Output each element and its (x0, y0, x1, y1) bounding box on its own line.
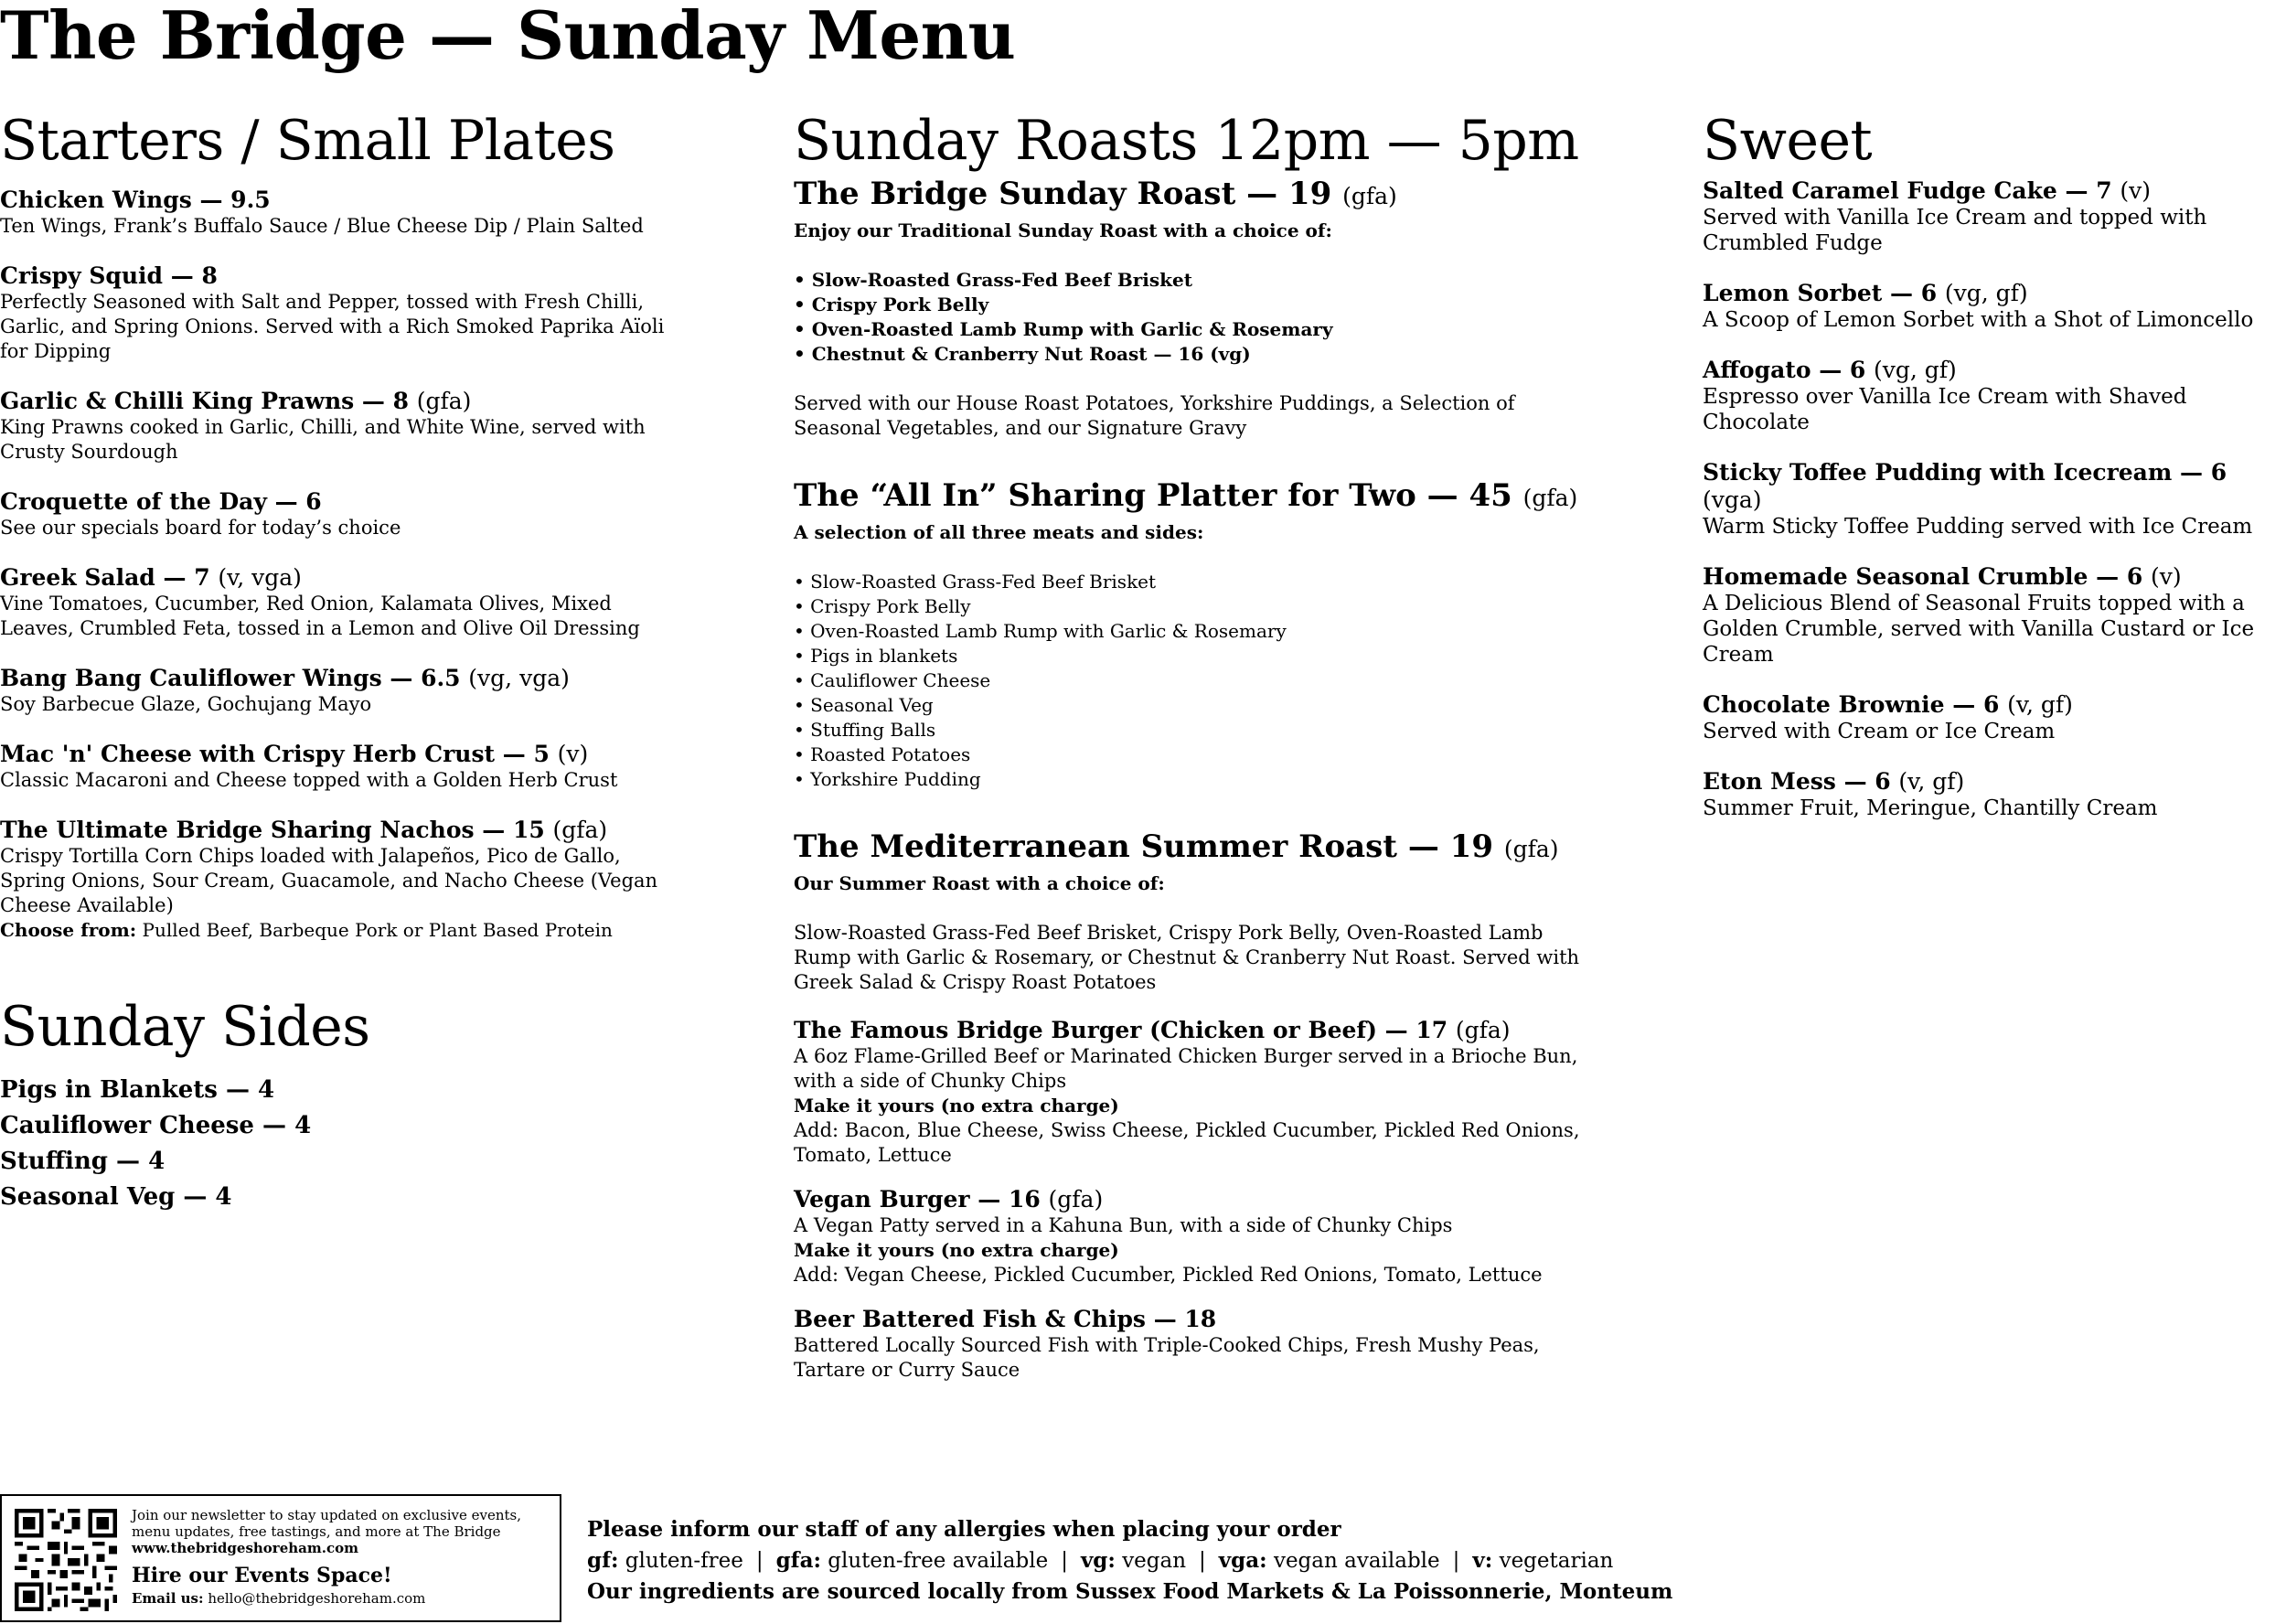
item-title: Salted Caramel Fudge Cake — 7 (1703, 177, 2112, 204)
extras-label (794, 1094, 1598, 1118)
allergy-info (587, 1514, 1684, 1608)
item-title: Mac 'n' Cheese with Crispy Herb Crust — 5 (0, 741, 550, 767)
email-label: Email us: (132, 1590, 204, 1607)
item-name (1703, 357, 2286, 384)
item-title: Croquette of the Day — 6 (0, 488, 322, 515)
newsletter-text-block (132, 1507, 552, 1608)
platter-items (794, 570, 1598, 792)
menu-item (0, 564, 677, 641)
side-item: Stuffing — 4 (0, 1148, 166, 1175)
starters-heading: Starters / Small Plates (0, 109, 615, 173)
roast-title (794, 176, 1598, 215)
choice-text: Pulled Beef, Barbeque Pork or Plant Based Protein (142, 919, 613, 941)
roast-title (794, 828, 1598, 868)
menu-item (1703, 459, 2286, 540)
platter-name: The “All In” Sharing Platter for Two — 45 (794, 477, 1512, 514)
dietary-tag: (vga) (1703, 486, 1762, 513)
legend-key: gf: (587, 1548, 619, 1573)
item-description: Crispy Tortilla Corn Chips loaded with Jalapeños, Pico de Gallo, Spring Onions, Sour Cream, Guacamole, and Nacho Cheese (Vegan Cheese Available) (0, 845, 658, 916)
extras-title: Make it yours (no extra charge) (794, 1239, 1119, 1261)
item-name (1703, 563, 2286, 591)
menu-item (1703, 563, 2286, 668)
legend-value: vegetarian (1499, 1549, 1614, 1573)
dietary-tag: (gfa) (1503, 836, 1559, 862)
roast-description: Slow-Roasted Grass-Fed Beef Brisket, Crispy Pork Belly, Oven-Roasted Lamb Rump with Garlic & Rosemary, or Chestnut & Cranberry Nut Roast. Served with Greek Salad & Crispy Roast Potatoes (794, 922, 1580, 993)
item-description: A Vegan Patty served in a Kahuna Bun, with a side of Chunky Chips (794, 1214, 1453, 1236)
platter-title (794, 477, 1598, 517)
list-item: • Slow-Roasted Grass-Fed Beef Brisket (794, 268, 1598, 293)
item-name (1703, 459, 2286, 514)
legend-value: gluten-free (625, 1549, 743, 1573)
dietary-tag: (v, vga) (218, 564, 302, 591)
hire-events-heading: Hire our Events Space! (132, 1564, 392, 1587)
dietary-tag: (vg, gf) (1874, 357, 1957, 383)
menu-item (1703, 691, 2286, 744)
platter-subtitle: A selection of all three meats and sides: (794, 521, 1204, 543)
item-description: Battered Locally Sourced Fish with Triple-Cooked Chips, Fresh Mushy Peas, Tartare or Curry Sauce (794, 1334, 1540, 1381)
extras-text: Add: Vegan Cheese, Pickled Cucumber, Pickled Red Onions, Tomato, Lettuce (794, 1264, 1543, 1286)
item-name (0, 488, 677, 516)
menu-item (1703, 177, 2286, 256)
item-name (1703, 768, 2286, 796)
email-line (132, 1589, 552, 1608)
legend-key: gfa: (775, 1548, 821, 1573)
legend-value: gluten-free available (828, 1549, 1049, 1573)
roast-subtitle: Our Summer Roast with a choice of: (794, 872, 1165, 894)
page-title: The Bridge — Sunday Menu (0, 0, 1016, 74)
item-description: King Prawns cooked in Garlic, Chilli, and White Wine, served with Crusty Sourdough (0, 416, 646, 463)
item-description: A Scoop of Lemon Sorbet with a Shot of Limoncello (1703, 308, 2254, 332)
menu-item (794, 1306, 1598, 1383)
extras-label (794, 1238, 1598, 1263)
nachos-choice (0, 918, 677, 943)
item-description: Summer Fruit, Meringue, Chantilly Cream (1703, 796, 2158, 820)
dietary-tag: (v) (2120, 177, 2151, 204)
menu-item (0, 488, 677, 540)
menu-item (1703, 280, 2286, 333)
choice-label: Choose from: (0, 919, 137, 941)
right-column (1703, 108, 2286, 845)
list-item: • Cauliflower Cheese (794, 668, 1598, 693)
middle-column (794, 108, 1598, 1406)
legend-value: vegan (1122, 1549, 1187, 1573)
menu-item (794, 1186, 1598, 1287)
item-title: Crispy Squid — 8 (0, 262, 218, 289)
item-title: Affogato — 6 (1703, 357, 1866, 383)
roast-name: The Bridge Sunday Roast — 19 (794, 176, 1332, 212)
list-item: • Crispy Pork Belly (794, 594, 1598, 619)
extras-text: Add: Bacon, Blue Cheese, Swiss Cheese, Pickled Cucumber, Pickled Red Onions, Tomato, Lettuce (794, 1119, 1580, 1166)
left-column (0, 108, 677, 1215)
legend-key: vga: (1218, 1548, 1267, 1573)
item-title: Lemon Sorbet — 6 (1703, 280, 1938, 306)
menu-item (0, 817, 677, 943)
qr-code-icon[interactable] (15, 1509, 117, 1611)
menu-item (0, 388, 677, 465)
newsletter-box (0, 1494, 561, 1622)
list-item: • Seasonal Veg (794, 693, 1598, 718)
item-name (794, 1017, 1598, 1044)
item-title: Chocolate Brownie — 6 (1703, 691, 2000, 718)
newsletter-text: Join our newsletter to stay updated on exclusive events, menu updates, free tastings, and more at The Bridge (132, 1507, 521, 1540)
list-item: • Stuffing Balls (794, 718, 1598, 743)
roast-name: The Mediterranean Summer Roast — 19 (794, 828, 1493, 865)
side-item: Pigs in Blankets — 4 (0, 1076, 275, 1104)
all-in-platter (794, 477, 1598, 792)
menu-item (0, 665, 677, 717)
menu-item (0, 187, 677, 239)
item-name (0, 817, 677, 844)
item-name (794, 1186, 1598, 1213)
item-name (1703, 177, 2286, 205)
item-description: Soy Barbecue Glaze, Gochujang Mayo (0, 693, 372, 715)
item-title: Sticky Toffee Pudding with Icecream — 6 (1703, 459, 2227, 486)
item-title: Vegan Burger — 16 (794, 1186, 1041, 1213)
item-name (0, 187, 677, 214)
list-item: • Chestnut & Cranberry Nut Roast — 16 (vg) (794, 342, 1598, 367)
mediterranean-roast (794, 828, 1598, 995)
item-description: Served with Cream or Ice Cream (1703, 720, 2056, 743)
item-title: The Ultimate Bridge Sharing Nachos — 15 (0, 817, 545, 843)
website-link[interactable]: www.thebridgeshoreham.com (132, 1540, 358, 1556)
allergy-notice: Please inform our staff of any allergies when placing your order (587, 1517, 1341, 1542)
item-description: See our specials board for today’s choice (0, 517, 401, 539)
item-title: Garlic & Chilli King Prawns — 8 (0, 388, 410, 414)
item-title: Beer Battered Fish & Chips — 18 (794, 1306, 1217, 1332)
dietary-tag: (gfa) (1342, 183, 1397, 209)
sweet-heading: Sweet (1703, 109, 1873, 173)
list-item: • Pigs in blankets (794, 644, 1598, 668)
item-description: A 6oz Flame-Grilled Beef or Marinated Chicken Burger served in a Brioche Bun, with a side of Chunky Chips (794, 1045, 1578, 1092)
item-name (0, 388, 677, 415)
item-name (0, 564, 677, 592)
extras-title: Make it yours (no extra charge) (794, 1095, 1119, 1116)
menu-item (0, 741, 677, 793)
side-item: Seasonal Veg — 4 (0, 1183, 232, 1211)
item-description: Vine Tomatoes, Cucumber, Red Onion, Kalamata Olives, Mixed Leaves, Crumbled Feta, tossed in a Lemon and Olive Oil Dressing (0, 593, 640, 639)
menu-item (1703, 768, 2286, 821)
item-description: Ten Wings, Frank’s Buffalo Sauce / Blue Cheese Dip / Plain Salted (0, 215, 644, 237)
item-name (1703, 691, 2286, 719)
item-title: Chicken Wings — 9.5 (0, 187, 271, 213)
dietary-tag: (v, gf) (1898, 768, 1965, 795)
item-title: Homemade Seasonal Crumble — 6 (1703, 563, 2143, 590)
list-item: • Oven-Roasted Lamb Rump with Garlic & Rosemary (794, 317, 1598, 342)
dietary-tag: (gfa) (552, 817, 608, 843)
roast-served-with: Served with our House Roast Potatoes, Yorkshire Puddings, a Selection of Seasonal Vegetables, and our Signature Gravy (794, 392, 1515, 439)
item-description: Classic Macaroni and Cheese topped with a Golden Herb Crust (0, 769, 618, 791)
bridge-roast (794, 176, 1598, 441)
side-item: Cauliflower Cheese — 4 (0, 1112, 312, 1139)
email-link[interactable]: hello@thebridgeshoreham.com (208, 1590, 426, 1607)
list-item: • Crispy Pork Belly (794, 293, 1598, 317)
item-title: Greek Salad — 7 (0, 564, 210, 591)
item-description: A Delicious Blend of Seasonal Fruits topped with a Golden Crumble, served with Vanilla Custard or Ice Cream (1703, 592, 2255, 667)
dietary-tag: (vg, gf) (1944, 280, 2028, 306)
dietary-tag: (gfa) (1455, 1017, 1511, 1043)
dietary-tag: (v) (557, 741, 589, 767)
roast-options (794, 268, 1598, 367)
legend-key: v: (1472, 1548, 1493, 1573)
list-item: • Roasted Potatoes (794, 743, 1598, 767)
dietary-tag: (v, gf) (2007, 691, 2073, 718)
dietary-tag: (v) (2150, 563, 2182, 590)
roasts-heading: Sunday Roasts 12pm — 5pm (794, 109, 1579, 173)
item-name (0, 262, 677, 290)
item-description: Warm Sticky Toffee Pudding served with Ice Cream (1703, 515, 2253, 539)
item-name (0, 665, 677, 692)
sourcing-notice: Our ingredients are sourced locally from Sussex Food Markets & La Poissonnerie, Monteum (587, 1579, 1673, 1604)
legend-key: vg: (1080, 1548, 1116, 1573)
list-item: • Slow-Roasted Grass-Fed Beef Brisket (794, 570, 1598, 594)
dietary-legend: gf: gluten-free | gfa: gluten-free available | vg: vegan | vga: vegan available | v: vegetarian (587, 1548, 1614, 1573)
menu-item (1703, 357, 2286, 435)
dietary-tag: (vg, vga) (468, 665, 570, 691)
list-item: • Oven-Roasted Lamb Rump with Garlic & Rosemary (794, 619, 1598, 644)
list-item: • Yorkshire Pudding (794, 767, 1598, 792)
dietary-tag: (gfa) (416, 388, 472, 414)
item-description: Served with Vanilla Ice Cream and topped with Crumbled Fudge (1703, 206, 2207, 255)
menu-item (794, 1017, 1598, 1168)
dietary-tag: (gfa) (1522, 485, 1578, 511)
item-title: Bang Bang Cauliflower Wings — 6.5 (0, 665, 461, 691)
sides-heading: Sunday Sides (0, 995, 370, 1059)
item-description: Perfectly Seasoned with Salt and Pepper, tossed with Fresh Chilli, Garlic, and Spring Onions. Served with a Rich Smoked Paprika Aïoli for Dipping (0, 291, 665, 362)
item-title: Eton Mess — 6 (1703, 768, 1891, 795)
menu-item (0, 262, 677, 364)
item-description: Espresso over Vanilla Ice Cream with Shaved Chocolate (1703, 385, 2187, 434)
roast-subtitle: Enjoy our Traditional Sunday Roast with a choice of: (794, 219, 1332, 241)
item-name (1703, 280, 2286, 307)
item-name (0, 741, 677, 768)
legend-value: vegan available (1273, 1549, 1440, 1573)
dietary-tag: (gfa) (1048, 1186, 1104, 1213)
item-title: The Famous Bridge Burger (Chicken or Beef) — 17 (794, 1017, 1448, 1043)
item-name (794, 1306, 1598, 1333)
